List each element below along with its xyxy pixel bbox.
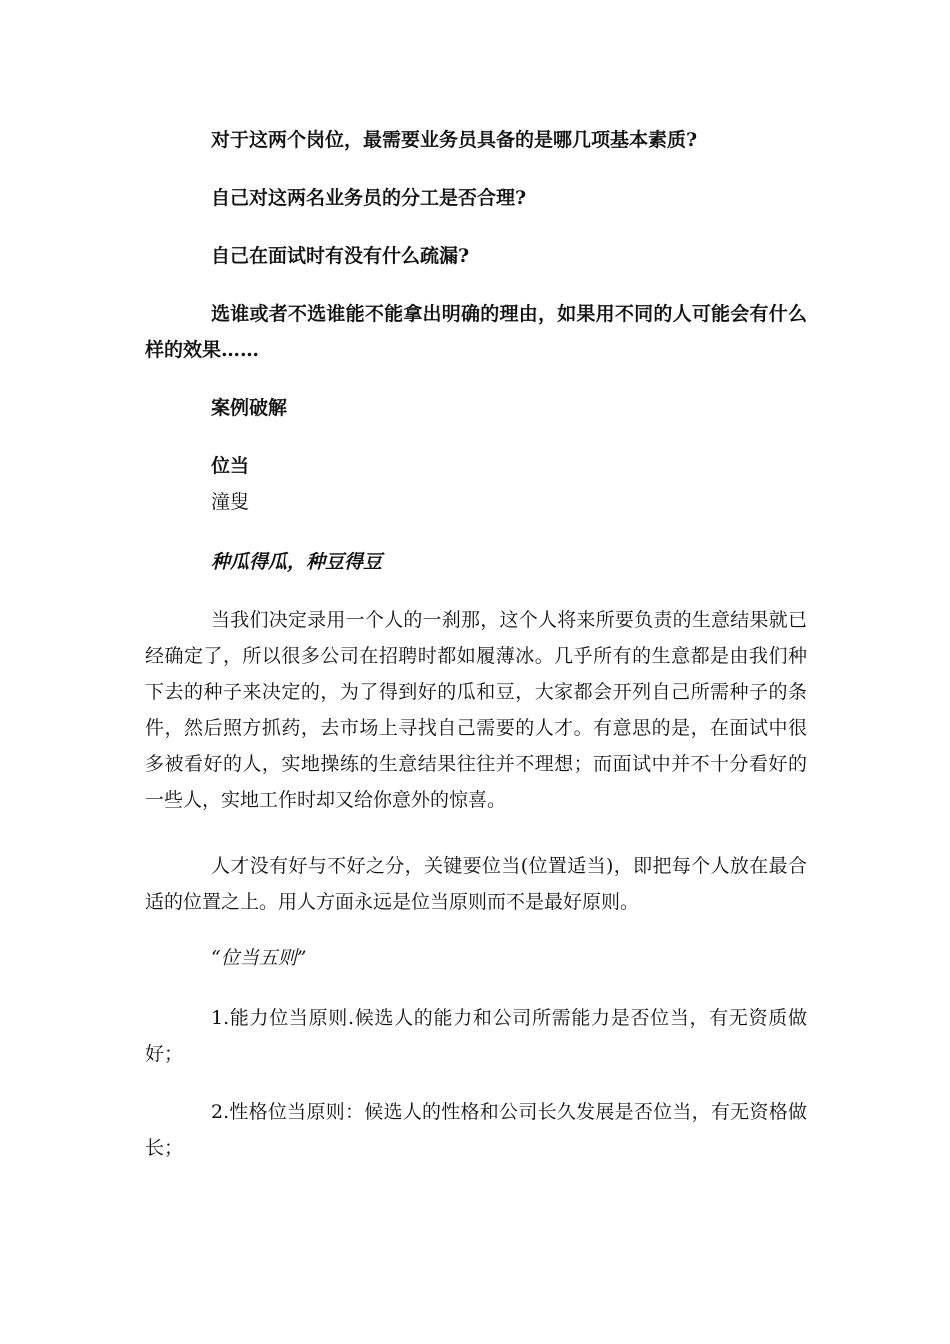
question-1: 对于这两个岗位，最需要业务员具备的是哪几项基本素质? — [211, 129, 698, 151]
question-2: 自己对这两名业务员的分工是否合理? — [211, 187, 527, 209]
question-4: 选谁或者不选谁能不能拿出明确的理由，如果用不同的人可能会有什么样的效果…… — [145, 303, 807, 361]
article-title: 位当 — [211, 455, 250, 477]
body-paragraph-1: 当我们决定录用一个人的一刹那，这个人将来所要负责的生意结果就已经确定了，所以很多公司在招聘时都如履薄冰。几乎所有的生意都是由我们种下去的种子来决定的，为了得到好的瓜和豆，大家都会开列自己所需种子的条件，然后照方抓药，去市场上寻找自己需要的人才。有意思的是，在面试中很多被看好的人，实地操练的生意结果往往并不理想；而面试中并不十分看好的一些人，实地工作时却又给你意外的惊喜。 — [145, 609, 807, 811]
rule-1: 1.能力位当原则.候选人的能力和公司所需能力是否位当，有无资质做好； — [145, 1007, 807, 1065]
section-heading: 案例破解 — [211, 397, 288, 419]
rule-2: 2.性格位当原则：候选人的性格和公司长久发展是否位当，有无资格做长； — [145, 1101, 807, 1159]
question-3: 自己在面试时有没有什么疏漏? — [211, 245, 470, 267]
article-author: 潼叟 — [211, 491, 250, 513]
article-subtitle: 种瓜得瓜，种豆得豆 — [211, 551, 383, 573]
body-paragraph-2: 人才没有好与不好之分，关键要位当(位置适当)，即把每个人放在最合适的位置之上。用人方面永远是位当原则而不是最好原则。 — [145, 855, 807, 913]
rules-heading: “位当五则” — [211, 947, 307, 969]
